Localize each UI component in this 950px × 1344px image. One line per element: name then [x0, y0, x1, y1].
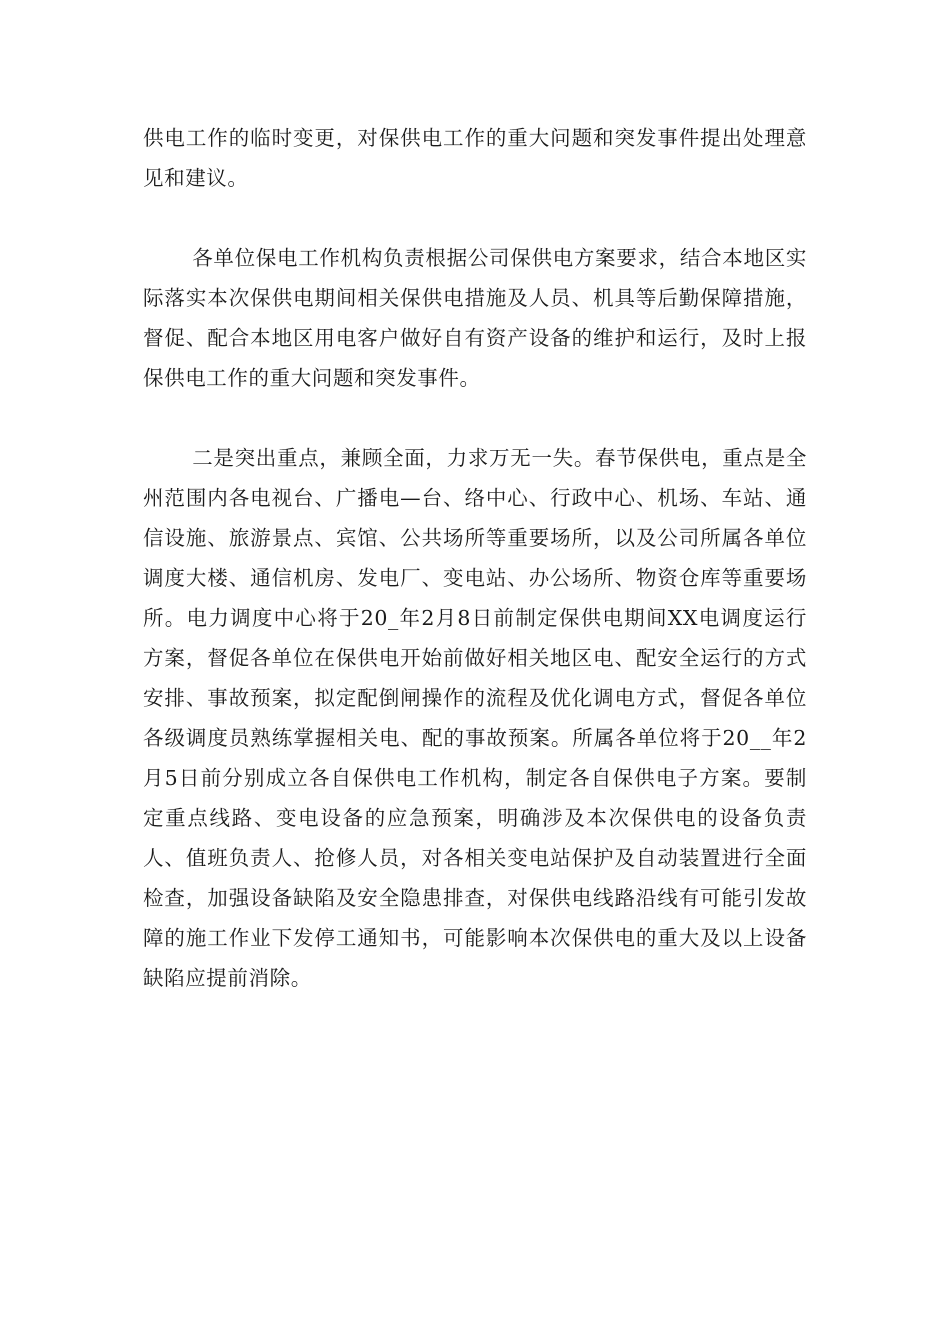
document-body	[143, 118, 807, 998]
paragraph-continuation: 供电工作的临时变更，对保供电工作的重大问题和突发事件提出处理意见和建议。	[143, 126, 807, 190]
paragraph-key-focus: 二是突出重点，兼顾全面，力求万无一失。春节保供电，重点是全州范围内各电视台、广播电—台、络中心、行政中心、机场、车站、通信设施、旅游景点、宾馆、公共场所等重要场所，以及公司所属各单位调度大楼、通信机房、发电厂、变电站、办公场所、物资仓库等重要场所。电力调度中心将于20_年2月8日前制定保供电期间XX电调度运行方案，督促各单位在保供电开始前做好相关地区电、配安全运行的方式安排、事故预案，拟定配倒闸操作的流程及优化调电方式，督促各单位各级调度员熟练掌握相关电、配的事故预案。所属各单位将于20__年2月5日前分别成立各自保供电工作机构，制定各自保供电子方案。要制定重点线路、变电设备的应急预案，明确涉及本次保供电的设备负责人、值班负责人、抢修人员，对各相关变电站保护及自动装置进行全面检查，加强设备缺陷及安全隐患排查，对保供电线路沿线有可能引发故障的施工作业下发停工通知书，可能影响本次保供电的重大及以上设备缺陷应提前消除。	[143, 446, 807, 990]
paragraph-unit-responsibilities: 各单位保电工作机构负责根据公司保供电方案要求，结合本地区实际落实本次保供电期间相关保供电措施及人员、机具等后勤保障措施，督促、配合本地区用电客户做好自有资产设备的维护和运行，及时上报保供电工作的重大问题和突发事件。	[143, 246, 807, 390]
